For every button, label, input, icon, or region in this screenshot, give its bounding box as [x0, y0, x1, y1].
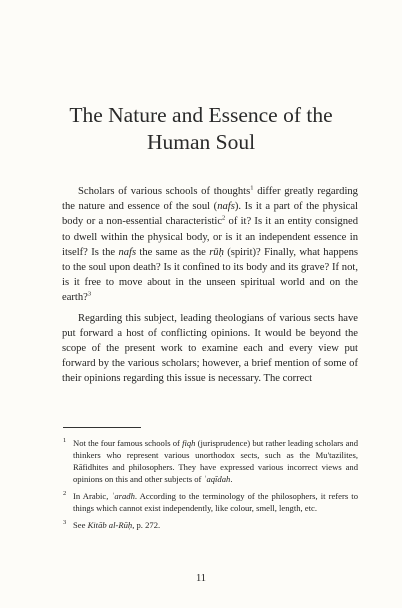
chapter-title [40, 102, 362, 156]
text-run: of it? Is it an entity consigned to dwell within the physical body, or is it an independent essence in itself? Is the [62, 216, 358, 258]
text-run: (spirit)? Finally, what happens to the soul upon death? Is it confined to its body and its grave? If not, is it free to move about in the unseen spiritual world and on the earth? [62, 246, 358, 304]
chapter-title-line-1: The Nature and Essence of the [69, 103, 333, 127]
footnotes [63, 437, 358, 536]
text-run: , p. 272. [132, 520, 161, 530]
body-text [62, 184, 358, 392]
footnote-number: 3 [63, 519, 67, 526]
page-number: 11 [195, 573, 207, 584]
term-aradh: ʿaradh [111, 491, 135, 501]
text-run: See [73, 520, 88, 530]
term-ruh: rūḥ [209, 246, 224, 258]
footnote-ref-2: 2 [222, 214, 226, 222]
book-title: Kitāb al-Rūḥ [87, 520, 133, 530]
text-run: (jurisprudence) but rather leading scholars and thinkers who represent various unorthodox sects, such as the Mu'tazilites, Rāfidhites and philosophers. They have expressed various incorrect views and opinions on this and other subjects of [73, 438, 358, 484]
term-nafs: nafs [118, 246, 137, 258]
paragraph-2: Regarding this subject, leading theologians of various sects have put forward a host of conflicting opinions. It would be beyond the scope of the present work to examine each and every view put forward by the various scholars; however, a brief mention of some of their opinions regarding this issue is necessary. The correct [62, 312, 358, 385]
text-run: the same as the [136, 246, 210, 258]
footnote-divider [63, 427, 141, 428]
text-run: In Arabic, [73, 491, 112, 501]
footnote-3 [63, 519, 358, 531]
term-nafs: nafs [217, 201, 235, 213]
text-run: . [230, 474, 233, 484]
text-run: Scholars of various schools of thoughts [78, 186, 251, 197]
footnote-2 [63, 490, 358, 514]
text-run: differ greatly regarding the nature and essence of the soul ( [62, 186, 358, 213]
term-fiqh: fiqh [182, 438, 196, 448]
chapter-title-line-2: Human Soul [146, 130, 256, 154]
paragraph-1 [62, 184, 358, 306]
text-run: Not the four famous schools of [73, 438, 183, 448]
footnote-number: 1 [63, 437, 67, 444]
footnote-ref-1: 1 [250, 184, 254, 192]
footnote-1 [63, 437, 358, 485]
text-run: . According to the terminology of the philosophers, it refers to things which cannot exist independently, like colour, smell, length, etc. [73, 491, 358, 513]
term-aqidah: ʿaqīdah [203, 474, 231, 484]
footnote-ref-3: 3 [87, 290, 92, 298]
footnote-number: 2 [63, 490, 67, 497]
text-run: ). Is it a part of the physical body or a non-essential characteristic [62, 201, 358, 228]
